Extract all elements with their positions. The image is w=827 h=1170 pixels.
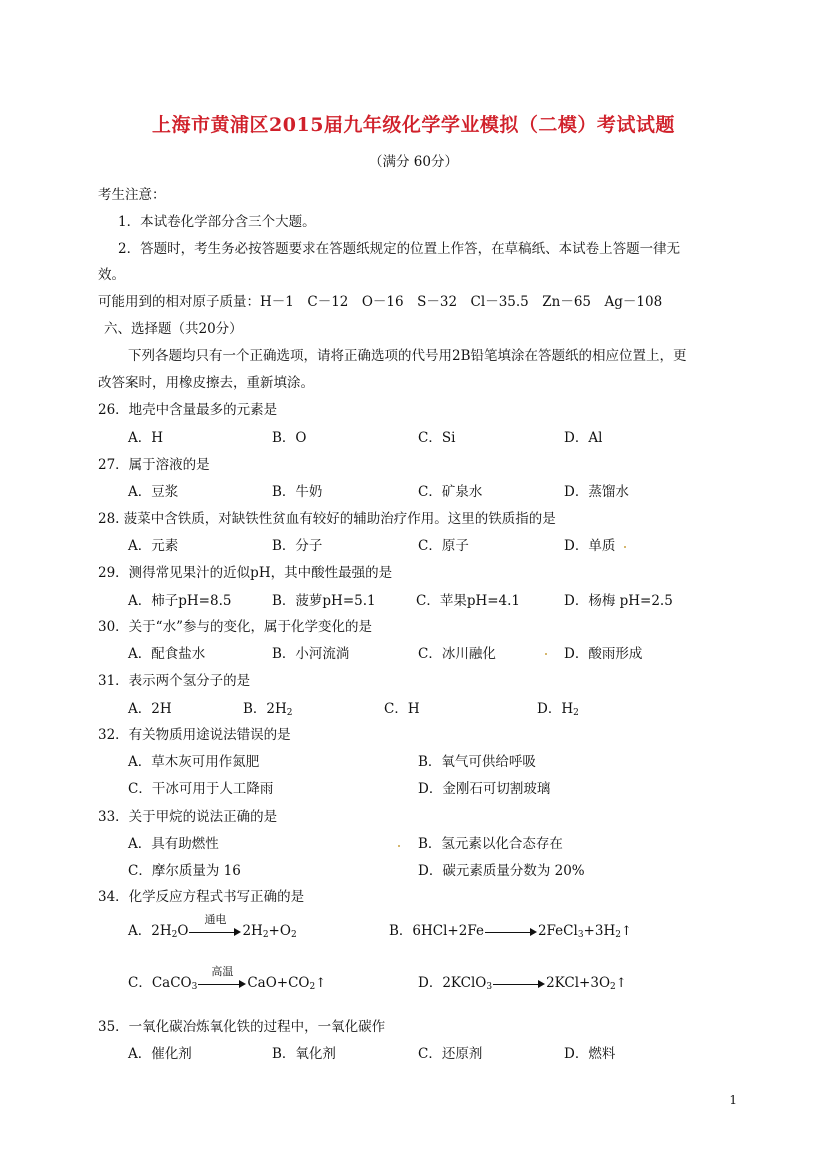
section-instruction-line-1: 下列各题均只有一个正确选项，请将正确选项的代号用2B铅笔填涂在答题纸的相应位置上，更: [128, 348, 687, 364]
speck-mark: [545, 653, 547, 655]
reaction-arrow-icon: 高温: [198, 978, 246, 990]
question-31-stem: 31．表示两个氢分子的是: [98, 673, 251, 689]
question-32-option-c: C．干冰可用于人工降雨: [128, 781, 274, 797]
question-26-option-b: B．O: [272, 430, 307, 446]
question-28-option-b: B．分子: [272, 538, 323, 554]
question-30-option-b: B．小河流淌: [272, 646, 350, 662]
question-28-option-c: C．原子: [418, 538, 469, 554]
speck-mark: [398, 845, 400, 847]
question-30-option-a: A．配食盐水: [128, 646, 206, 662]
speck-mark: [624, 546, 626, 548]
question-31-option-d: D．$H_2$: [537, 701, 579, 718]
question-32-option-d: D．金刚石可切割玻璃: [418, 781, 551, 797]
question-27-option-c: C．矿泉水: [418, 484, 483, 500]
question-27-option-a: A．豆浆: [128, 484, 179, 500]
question-28-option-a: A．元素: [128, 538, 179, 554]
question-26-option-a: A．H: [128, 430, 164, 446]
page-number: 1: [729, 1093, 737, 1107]
question-27-option-d: D．蒸馏水: [564, 484, 629, 500]
reaction-arrow-icon: 通电: [189, 926, 241, 938]
question-27-option-b: B．牛奶: [272, 484, 323, 500]
gas-up-arrow-icon: ↑: [615, 976, 627, 991]
question-29-stem: 29．测得常见果汁的近似pH，其中酸性最强的是: [98, 565, 393, 581]
gas-up-arrow-icon: ↑: [315, 976, 327, 991]
question-34-option-c: C．CaCO$_3$ 高温 $CaO+CO_2↑$: [128, 964, 327, 992]
reaction-arrow-icon: [493, 978, 545, 990]
question-35-option-a: A．催化剂: [128, 1046, 192, 1062]
question-35-option-d: D．燃料: [564, 1046, 616, 1062]
question-31-option-c: C．H: [384, 701, 420, 717]
question-35-option-b: B．氧化剂: [272, 1046, 336, 1062]
question-31-option-b: B．$2H_2$: [243, 701, 293, 718]
question-26-option-d: D．Al: [564, 430, 603, 446]
question-34-option-a: A．$2H_2O$ 通电 $2H_2+O_2$: [128, 912, 297, 940]
page-title: 上海市黄浦区2015届九年级化学学业模拟（二模）考试试题: [152, 114, 675, 136]
question-26-stem: 26．地壳中含量最多的元素是: [98, 402, 278, 418]
question-28-option-d: D．单质: [564, 538, 616, 554]
notice-heading: 考生注意：: [98, 187, 166, 203]
question-34-option-b: B．6HCl+2Fe $2FeCl_3+3H_2↑$: [389, 923, 632, 940]
question-33-option-b: B．氢元素以化合态存在: [418, 836, 563, 852]
question-34-stem: 34．化学反应方程式书写正确的是: [98, 889, 305, 905]
question-33-option-d: D．碳元素质量分数为 20%: [418, 863, 585, 879]
question-33-stem: 33．关于甲烷的说法正确的是: [98, 809, 278, 825]
question-32-stem: 32．有关物质用途说法错误的是: [98, 727, 291, 743]
question-35-stem: 35．一氧化碳冶炼氧化铁的过程中，一氧化碳作: [98, 1019, 386, 1035]
question-28-stem: 28. 菠菜中含铁质，对缺铁性贫血有较好的辅助治疗作用。这里的铁质指的是: [98, 511, 556, 527]
question-27-stem: 27．属于溶液的是: [98, 457, 210, 473]
question-31-option-a: A．2H: [128, 701, 172, 717]
atomic-masses: 可能用到的相对原子质量：H－1 C－12 O－16 S－32 Cl－35.5 Zn－65 Ag－108: [98, 294, 663, 310]
question-30-stem: 30．关于“水”参与的变化，属于化学变化的是: [98, 619, 372, 635]
question-29-option-a: A．柿子pH=8.5: [128, 593, 232, 609]
section-instruction-line-2: 改答案时，用橡皮擦去，重新填涂。: [98, 375, 314, 391]
full-score: （满分 60分）: [369, 154, 458, 170]
question-29-option-b: B．菠萝pH=5.1: [272, 593, 376, 609]
gas-up-arrow-icon: ↑: [620, 924, 632, 939]
question-35-option-c: C．还原剂: [418, 1046, 483, 1062]
question-33-option-a: A．具有助燃性: [128, 836, 219, 852]
question-32-option-a: A．草木灰可用作氮肥: [128, 754, 260, 770]
question-29-option-c: C．苹果pH=4.1: [416, 593, 521, 609]
question-33-option-c: C．摩尔质量为 16: [128, 863, 241, 879]
question-26-option-c: C．Si: [418, 430, 456, 446]
notice-item-2-line-1: 2．答题时，考生务必按答题要求在答题纸规定的位置上作答，在草稿纸、本试卷上答题一律无: [118, 241, 681, 257]
notice-item-1: 1．本试卷化学部分含三个大题。: [118, 214, 316, 230]
question-30-option-c: C．冰川融化: [418, 646, 496, 662]
section-heading: 六、选择题（共20分）: [104, 321, 243, 337]
question-32-option-b: B．氧气可供给呼吸: [418, 754, 536, 770]
notice-item-2-line-2: 效。: [98, 267, 125, 283]
question-29-option-d: D．杨梅 pH=2.5: [564, 593, 673, 609]
reaction-arrow-icon: [485, 926, 537, 938]
question-34-option-d: D．2KClO$_3$ $2KCl+3O_2↑$: [418, 975, 627, 992]
question-30-option-d: D．酸雨形成: [564, 646, 643, 662]
